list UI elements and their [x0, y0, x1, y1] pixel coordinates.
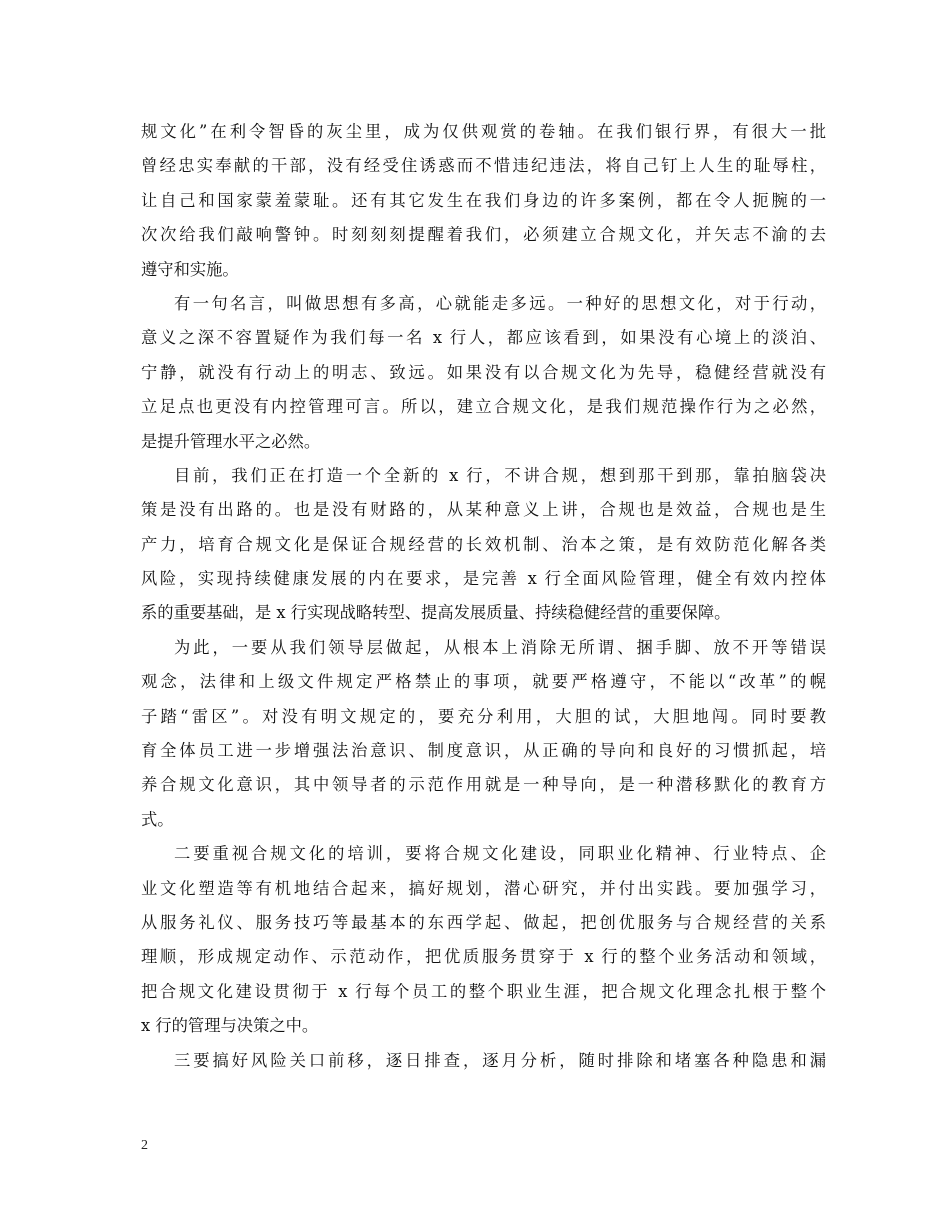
text-line: 把合规文化建设贯彻于 x 行每个员工的整个职业生涯，把合规文化理念扎根于整个: [141, 981, 826, 1001]
text-line: 三要搞好风险关口前移，逐日排查，逐月分析，随时排除和堵塞各种隐患和漏: [174, 1050, 826, 1070]
text-line: 让自己和国家蒙羞蒙耻。还有其它发生在我们身边的许多案例，都在令人扼腕的一: [141, 190, 826, 210]
text-line: 规文化”在利令智昏的灰尘里，成为仅供观赏的卷轴。在我们银行界，有很大一批: [141, 122, 826, 141]
text-line: 遵守和实施。: [141, 259, 239, 279]
text-line: 从服务礼仪、服务技巧等最基本的东西学起、做起，把创优服务与合规经营的关系: [141, 912, 826, 932]
text-line: 理顺，形成规定动作、示范动作，把优质服务贯穿于 x 行的整个业务活动和领域，: [141, 947, 826, 967]
text-line: 意义之深不容置疑作为我们每一名 x 行人，都应该看到，如果没有心境上的淡泊、: [141, 328, 826, 348]
text-line: 养合规文化意识，其中领导者的示范作用就是一种导向，是一种潜移默化的教育方: [141, 775, 826, 795]
text-line: 宁静，就没有行动上的明志、致远。如果没有以合规文化为先导，稳健经营就没有: [141, 362, 826, 382]
paragraph: [141, 837, 826, 1043]
text-line: x 行的管理与决策之中。: [141, 1016, 319, 1036]
text-line: 式。: [141, 809, 174, 829]
text-line: 观念，法律和上级文件规定严格禁止的事项，就要严格遵守，不能以“改革”的幌: [141, 672, 826, 692]
text-line: 二要重视合规文化的培训，要将合规文化建设，同职业化精神、行业特点、企: [174, 844, 826, 864]
paragraph: [141, 631, 826, 837]
text-line: 为此，一要从我们领导层做起，从根本上消除无所谓、捆手脚、放不开等错误: [174, 637, 826, 657]
text-line: 有一句名言，叫做思想有多高，心就能走多远。一种好的思想文化，对于行动，: [174, 293, 826, 313]
text-line: 产力，培育合规文化是保证合规经营的长效机制、治本之策，是有效防范化解各类: [141, 534, 826, 554]
page-number: 2: [141, 1138, 148, 1153]
paragraph: [141, 459, 826, 631]
text-line: 立足点也更没有内控管理可言。所以，建立合规文化，是我们规范操作行为之必然，: [141, 397, 826, 417]
paragraph: [141, 1044, 826, 1078]
text-line: 是提升管理水平之必然。: [141, 431, 321, 451]
text-line: 策是没有出路的。也是没有财路的，从某种意义上讲，合规也是效益，合规也是生: [141, 500, 826, 520]
paragraph: [141, 287, 826, 459]
text-line: 风险，实现持续健康发展的内在要求，是完善 x 行全面风险管理，健全有效内控体: [141, 569, 826, 589]
text-line: 业文化塑造等有机地结合起来，搞好规划，潜心研究，并付出实践。要加强学习，: [141, 878, 826, 898]
text-line: 育全体员工进一步增强法治意识、制度意识，从正确的导向和良好的习惯抓起，培: [141, 741, 826, 761]
paragraph: [141, 115, 826, 287]
text-line: 次次给我们敲响警钟。时刻刻刻提醒着我们，必须建立合规文化，并矢志不渝的去: [141, 225, 826, 245]
text-line: 系的重要基础，是 x 行实现战略转型、提高发展质量、持续稳健经营的重要保障。: [141, 603, 731, 623]
text-line: 目前，我们正在打造一个全新的 x 行，不讲合规，想到那干到那，靠拍脑袋决: [174, 465, 826, 485]
text-line: 子踏“雷区”。对没有明文规定的，要充分利用，大胆的试，大胆地闯。同时要教: [141, 706, 826, 726]
text-line: 曾经忠实奉献的干部，没有经受住诱惑而不惜违纪违法，将自己钉上人生的耻辱柱，: [141, 156, 826, 176]
document-body: [141, 115, 826, 1078]
